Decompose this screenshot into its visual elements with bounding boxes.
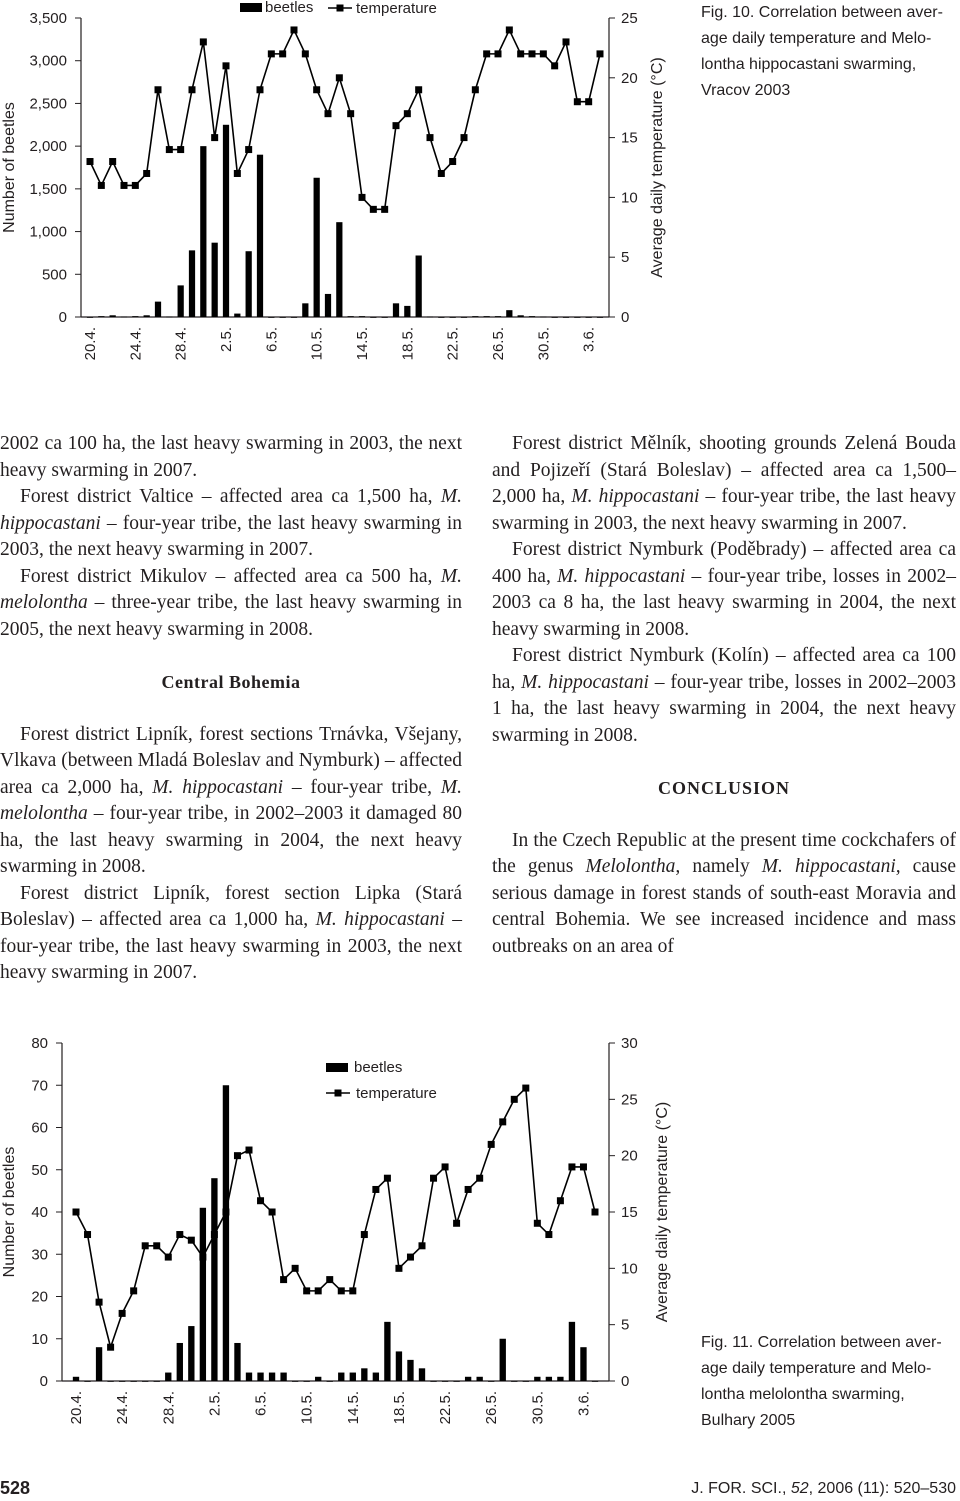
beetles-bar: [269, 1373, 275, 1381]
temperature-point: [580, 1163, 587, 1170]
species-name: M. hippocastani,: [761, 856, 901, 877]
beetles-bar: [419, 1368, 425, 1381]
temperature-point: [384, 1175, 391, 1182]
temperature-point: [499, 1118, 506, 1125]
text: – four-year tribe, losses in 2002–2003 ca 8 ha, the last heavy swarming in 2004, the next heavy swarming in 2008.: [492, 565, 956, 640]
right-tick-label: 5: [621, 249, 630, 267]
beetles-bar: [523, 1381, 529, 1382]
beetles-bar: [338, 1373, 344, 1381]
species-name: M. hippocastani: [152, 776, 283, 798]
beetles-bar: [488, 1381, 494, 1382]
text: Forest district Nymburk (Kolín) – affected area ca 100 ha,: [492, 645, 956, 693]
temperature-point: [522, 1085, 529, 1092]
text: – three-year tribe, the last heavy swarming in 2005, the next heavy swarming in 2008.: [0, 592, 462, 640]
beetles-bar: [130, 1381, 136, 1382]
right-axis-title: Average daily temperature (°C): [654, 1101, 671, 1323]
text: cause serious damage in forest stands of south-east Moravia and central Bohemia. We see increased incidence and mass outbreaks on an area of: [492, 856, 956, 957]
right-tick-label: 20: [621, 69, 638, 87]
temperature-point: [165, 1254, 172, 1261]
legend-beetles-label: beetles: [265, 0, 314, 16]
left-tick-label: 1,000: [29, 223, 67, 241]
temperature-point: [84, 1231, 91, 1238]
beetles-bar: [280, 1373, 286, 1381]
x-tick-label: 3.6.: [575, 1391, 593, 1417]
temperature-point: [315, 1287, 322, 1294]
beetles-bar: [350, 1373, 356, 1381]
temperature-point: [338, 1287, 345, 1294]
temperature-point: [407, 1254, 414, 1261]
beetles-bar: [557, 1377, 563, 1381]
temperature-point: [395, 1265, 402, 1272]
conclusion-heading: CONCLUSION: [657, 778, 791, 798]
fig10-caption-line: lontha hippocastani swarming,: [701, 56, 917, 73]
fig11-legend: [326, 1059, 437, 1102]
text: – four-year tribe, the last heavy swarming in 2003, the next heavy swarming in 2007.: [492, 486, 957, 534]
text: Forest district Mělník, shooting grounds Zelená Bouda and Pojizeří (Stará Boleslav) – affected area ca 1,500–2,000 ha,: [492, 433, 956, 507]
left-tick-label: 0: [39, 1373, 48, 1390]
temperature-point: [176, 1231, 183, 1238]
beetles-bar: [211, 1178, 217, 1381]
x-tick-label: 14.5.: [344, 1391, 362, 1425]
x-tick-label: 2.5.: [218, 327, 235, 353]
beetles-bar: [511, 1381, 517, 1382]
temperature-point: [96, 1299, 103, 1306]
x-tick-label: 10.5.: [298, 1391, 316, 1425]
species-name: M. melolontha: [0, 776, 462, 824]
legend-beetles-swatch: [326, 1063, 348, 1072]
species-name: M. hippocastani: [557, 565, 686, 587]
temperature-point: [269, 1209, 276, 1216]
left-tick-label: 70: [31, 1077, 48, 1095]
temperature-point: [292, 1265, 299, 1272]
species-name: M. hippocastani: [315, 909, 445, 930]
right-tick-label: 25: [621, 1091, 638, 1109]
left-tick-label: 2,500: [29, 95, 67, 113]
temperature-point: [73, 1209, 80, 1216]
text: Forest district Nymburk (Poděbrady) – affected area ca 400 ha,: [492, 539, 956, 587]
right-tick-label: 10: [621, 1260, 638, 1278]
temperature-point: [280, 1276, 287, 1283]
beetles-bar: [569, 1322, 575, 1381]
text: – four-year tribe, in 2002–2003 it damaged 80 ha, the last heavy swarming in 2004, the next heavy swarming in 2008.: [0, 803, 462, 877]
beetles-bar: [580, 1347, 586, 1381]
right-tick-label: 5: [621, 1316, 630, 1334]
beetles-bar: [546, 1377, 552, 1381]
temperature-point: [107, 1344, 114, 1351]
temperature-point: [465, 1186, 472, 1193]
beetles-bar: [107, 1381, 113, 1382]
beetles-bar: [177, 1343, 183, 1381]
fig10-caption-line: age daily temperature and Melo-: [701, 30, 932, 47]
x-tick-label: 14.5.: [354, 327, 371, 361]
temperature-point: [188, 1237, 195, 1244]
temperature-point: [199, 1254, 206, 1261]
fig11-caption-line: Fig. 11. Correlation between aver-: [701, 1334, 942, 1351]
journal-volume: 52: [790, 1480, 809, 1497]
x-tick-label: 28.4.: [160, 1391, 178, 1425]
genus-name: Melolontha,: [585, 856, 681, 877]
right-tick-label: 15: [621, 129, 638, 147]
x-tick-label: 30.5.: [535, 327, 553, 361]
page-number: 528: [0, 1478, 31, 1498]
left-axis-title: Number of beetles: [1, 102, 18, 233]
x-tick-label: 18.5.: [399, 327, 417, 361]
species-name: M. hippocastani: [0, 486, 462, 534]
x-tick-label: 6.5.: [263, 327, 281, 353]
temperature-point: [349, 1287, 356, 1294]
x-tick-label: 10.5.: [308, 327, 326, 361]
journal-citation: [691, 1480, 956, 1498]
temperature-point: [430, 1175, 437, 1182]
right-tick-label: 0: [621, 1373, 630, 1390]
beetles-bar: [292, 1381, 298, 1382]
x-tick-label: 24.4.: [127, 327, 145, 361]
left-tick-label: 0: [58, 309, 67, 326]
figure-11-caption: [701, 1330, 956, 1434]
right-axis-title: Average daily temperature (°C): [649, 57, 666, 278]
text: – four-year tribe,: [283, 776, 441, 798]
fig11-caption-line: age daily temperature and Melo-: [701, 1360, 932, 1377]
beetles-bar: [407, 1360, 413, 1381]
beetles-bar: [246, 1373, 252, 1381]
temperature-point: [257, 1197, 264, 1204]
x-tick-label: 20.4.: [82, 327, 99, 361]
temperature-point: [488, 1141, 495, 1148]
temperature-point: [326, 1276, 333, 1283]
x-tick-label: 30.5.: [529, 1391, 547, 1425]
temperature-point: [211, 1231, 218, 1238]
text: Forest district Valtice – affected area ca 1,500 ha,: [20, 486, 441, 507]
beetles-bar: [500, 1339, 506, 1381]
temperature-point: [511, 1096, 518, 1103]
text: Forest district Lipník, forest section Lipka (Stará Boleslav) – affected area ca 1,000 ha,: [0, 882, 462, 930]
fig10-caption-line: Fig. 10. Correlation between aver-: [701, 4, 943, 21]
text: Forest district Mikulov – affected area ca 500 ha,: [20, 565, 441, 587]
beetles-bar: [200, 1208, 206, 1381]
left-axis-title: Number of beetles: [1, 1146, 18, 1278]
temperature-point: [119, 1310, 126, 1317]
temperature-point: [442, 1163, 449, 1170]
right-tick-label: 10: [621, 189, 638, 207]
species-name: M. hippocastani: [521, 671, 649, 693]
left-tick-label: 50: [31, 1161, 48, 1179]
beetles-bar: [142, 1381, 148, 1382]
x-tick-label: 26.5.: [490, 327, 507, 361]
text: Forest district Lipník, forest sections Trnávka, Všejany, Vlkava (between Mladá Boleslav and Nymburk) – affected area ca 2,000 ha,: [0, 723, 462, 798]
x-tick-label: 2.5.: [206, 1391, 224, 1417]
temperature-point: [222, 1209, 229, 1216]
beetles-bar: [465, 1377, 471, 1381]
legend-temperature-label: temperature: [356, 0, 437, 17]
left-tick-label: 30: [31, 1246, 48, 1264]
beetles-bar: [119, 1381, 125, 1382]
journal-prefix: J. FOR. SCI.,: [691, 1480, 791, 1497]
beetles-bar: [223, 1085, 229, 1381]
beetles-bar: [384, 1322, 390, 1381]
species-name: M. melolontha: [0, 565, 462, 613]
left-tick-label: 2,000: [29, 138, 67, 156]
left-tick-label: 1,500: [29, 180, 67, 198]
temperature-point: [568, 1163, 575, 1170]
temperature-point: [557, 1197, 564, 1204]
text: In the Czech Republic at the present time cockchafers of the genus: [492, 829, 956, 877]
temperature-point: [234, 1152, 241, 1159]
temperature-point: [592, 1209, 599, 1216]
temperature-point: [372, 1186, 379, 1193]
beetles-bar: [430, 1381, 436, 1382]
left-tick-label: 3,500: [29, 10, 67, 27]
left-tick-label: 500: [41, 266, 67, 284]
beetles-bar: [303, 1381, 309, 1382]
left-tick-label: 3,000: [29, 52, 67, 70]
right-tick-label: 30: [621, 1035, 638, 1052]
right-tick-label: 15: [621, 1204, 638, 1221]
text: – four-year tribe, losses in 2002–2003 1 ha, the last heavy swarming in 2004, the next heavy swarming in 2008.: [492, 671, 957, 746]
temperature-point: [153, 1242, 160, 1249]
temperature-point: [545, 1231, 552, 1238]
temperature-point: [361, 1231, 368, 1238]
beetles-bar: [534, 1377, 540, 1381]
x-tick-label: 24.4.: [114, 1391, 132, 1425]
beetles-bar: [84, 1381, 90, 1382]
section-heading: Central Bohemia: [161, 672, 301, 692]
beetles-bar: [73, 1377, 79, 1381]
beetles-bar: [188, 1326, 194, 1381]
beetles-bar: [327, 1381, 333, 1382]
temperature-point: [142, 1242, 149, 1249]
beetles-bar: [257, 1373, 263, 1381]
beetles-bar: [592, 1381, 598, 1382]
text: namely: [680, 856, 762, 877]
beetles-bar: [96, 1347, 102, 1381]
fig10-caption-line: Vracov 2003: [701, 82, 791, 99]
left-tick-label: 20: [31, 1288, 48, 1306]
legend-beetles-label: beetles: [354, 1059, 403, 1076]
beetles-bar: [373, 1373, 379, 1381]
temperature-series-line: [76, 1088, 595, 1347]
beetles-bar: [442, 1381, 448, 1382]
beetles-bar: [476, 1377, 482, 1381]
left-tick-label: 10: [31, 1330, 48, 1348]
x-tick-label: 22.5.: [444, 327, 462, 361]
x-tick-label: 20.4.: [68, 1391, 85, 1425]
fig11-line: [73, 1085, 599, 1351]
legend-temperature-label: temperature: [356, 1085, 437, 1102]
x-tick-label: 3.6.: [580, 327, 598, 353]
right-tick-label: 20: [621, 1147, 638, 1165]
temperature-point: [419, 1242, 426, 1249]
fig11-caption-line: Bulhary 2005: [701, 1412, 796, 1429]
temperature-point: [534, 1220, 541, 1227]
right-tick-label: 0: [621, 309, 630, 326]
legend-temperature-marker: [335, 1090, 342, 1097]
temperature-point: [246, 1147, 253, 1154]
left-tick-label: 40: [31, 1204, 48, 1221]
x-tick-label: 26.5.: [483, 1391, 501, 1425]
temperature-point: [476, 1175, 483, 1182]
paragraph: 2002 ca 100 ha, the last heavy swarming in 2003, the next heavy swarming in 2007.: [0, 433, 462, 481]
text: – four-year tribe, the last heavy swarming in 2003, the next heavy swarming in 2007.: [0, 512, 462, 560]
right-tick-label: 25: [621, 10, 638, 27]
beetles-bar: [165, 1373, 171, 1381]
species-name: M. hippocastani: [571, 486, 700, 507]
beetles-bar: [154, 1381, 160, 1382]
beetles-bar: [234, 1343, 240, 1381]
left-tick-label: 80: [31, 1035, 48, 1052]
x-tick-label: 22.5.: [437, 1391, 455, 1425]
beetles-bar: [453, 1381, 459, 1382]
x-tick-label: 28.4.: [172, 327, 190, 361]
temperature-point: [453, 1220, 460, 1227]
beetles-bar: [396, 1351, 402, 1381]
journal-suffix: , 2006 (11): 520–530: [808, 1480, 956, 1497]
beetles-bar: [361, 1368, 367, 1381]
left-tick-label: 60: [31, 1119, 48, 1137]
temperature-point: [130, 1287, 137, 1294]
x-tick-label: 18.5.: [390, 1391, 408, 1425]
beetles-bar: [315, 1377, 321, 1381]
text: – four-year tribe, the last heavy swarming in 2003, the next heavy swarming in 2007.: [0, 909, 462, 983]
fig11-bars: [73, 1085, 598, 1382]
fig11-caption-line: lontha melolontha swarming,: [701, 1386, 905, 1403]
temperature-point: [303, 1287, 310, 1294]
x-tick-label: 6.5.: [252, 1391, 270, 1417]
